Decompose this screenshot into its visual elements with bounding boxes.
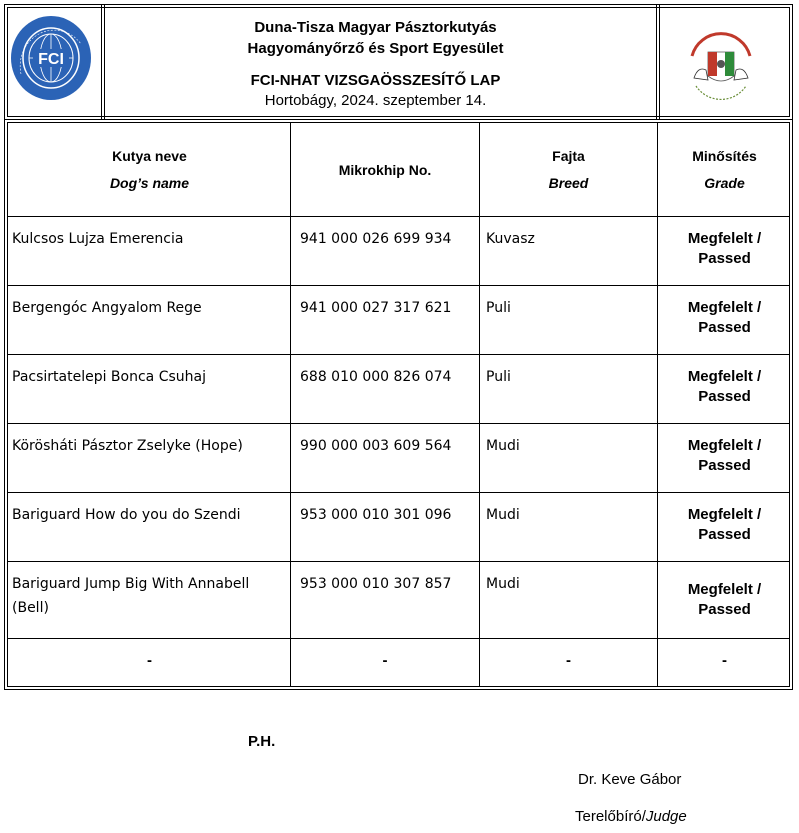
row-divider <box>8 216 789 217</box>
header-dog-name-en: Dog’s name <box>109 175 190 191</box>
header-breed-en: Breed <box>548 175 589 191</box>
grade-hu: Megfelelt / <box>687 506 762 523</box>
row-divider <box>8 492 789 493</box>
fci-logo <box>9 14 93 102</box>
row-divider <box>8 638 789 639</box>
grade-hu: Megfelelt / <box>687 230 762 247</box>
empty-cell-grade: - <box>722 652 727 669</box>
empty-cell-breed: - <box>566 652 571 669</box>
header-divider-right <box>656 5 660 119</box>
document-title: FCI-NHAT VIZSGAÖSSZESÍTŐ LAP <box>250 72 501 89</box>
header-microchip <box>291 157 479 184</box>
microchip-number: 953 000 010 301 096 <box>300 507 452 523</box>
stamp-placeholder: P.H. <box>248 733 276 750</box>
dog-name: Kulcsos Lujza Emerencia <box>12 231 184 247</box>
breed: Kuvasz <box>486 231 535 247</box>
grade-en: Passed <box>698 388 751 405</box>
empty-cell-dog-name: - <box>147 652 152 669</box>
column-divider <box>290 123 291 686</box>
organization-name-line2: Hagyományőrző és Sport Egyesület <box>247 40 504 57</box>
grade <box>658 580 791 620</box>
dog-name: Bariguard How do you do Szendi <box>12 507 241 523</box>
dog-name-continued: (Bell) <box>12 600 49 616</box>
grade-hu: Megfelelt / <box>687 581 762 598</box>
microchip-number: 688 010 000 826 074 <box>300 369 452 385</box>
grade <box>658 436 791 476</box>
breed: Mudi <box>486 576 520 592</box>
header-grade-hu: Minősítés <box>692 148 757 164</box>
grade-hu: Megfelelt / <box>687 437 762 454</box>
place-date: Hortobágy, 2024. szeptember 14. <box>264 92 487 109</box>
judge-name: Dr. Keve Gábor <box>578 771 682 788</box>
dog-name: Bergengóc Angyalom Rege <box>12 300 202 316</box>
grade-en: Passed <box>698 457 751 474</box>
fci-logo-text: FCI <box>38 51 64 68</box>
grade <box>658 229 791 269</box>
breed: Puli <box>486 300 511 316</box>
header-grade-en: Grade <box>704 175 745 191</box>
grade <box>658 505 791 545</box>
empty-cell-microchip: - <box>382 652 388 669</box>
row-divider <box>8 561 789 562</box>
grade <box>658 298 791 338</box>
header-dog-name <box>8 143 291 197</box>
club-logo <box>686 30 756 102</box>
grade-en: Passed <box>698 250 751 267</box>
row-divider <box>8 354 789 355</box>
grade-en: Passed <box>698 601 751 618</box>
header-microchip-hu: Mikrokhip No. <box>338 162 432 178</box>
breed: Mudi <box>486 438 520 454</box>
grade-en: Passed <box>698 526 751 543</box>
breed: Puli <box>486 369 511 385</box>
judge-title-en: Judge <box>645 808 687 825</box>
microchip-number: 941 000 027 317 621 <box>300 300 452 316</box>
organization-name-line1: Duna-Tisza Magyar Pásztorkutyás <box>254 19 497 36</box>
header-breed-hu: Fajta <box>552 148 585 164</box>
row-divider <box>8 285 789 286</box>
column-divider <box>479 123 480 686</box>
judge-title <box>575 808 687 825</box>
row-divider <box>8 423 789 424</box>
grade-en: Passed <box>698 319 751 336</box>
grade <box>658 367 791 407</box>
header-grade <box>658 143 791 197</box>
microchip-number: 941 000 026 699 934 <box>300 231 452 247</box>
microchip-number: 953 000 010 307 857 <box>300 576 452 592</box>
judge-title-hu: Terelőbíró/ <box>575 808 646 825</box>
breed: Mudi <box>486 507 520 523</box>
grade-hu: Megfelelt / <box>687 368 762 385</box>
header-dog-name-hu: Kutya neve <box>112 148 187 164</box>
dog-name: Körösháti Pásztor Zselyke (Hope) <box>12 438 243 454</box>
microchip-number: 990 000 003 609 564 <box>300 438 452 454</box>
header-breed <box>480 143 657 197</box>
dog-name: Bariguard Jump Big With Annabell <box>12 576 250 592</box>
grade-hu: Megfelelt / <box>687 299 762 316</box>
dog-name: Pacsirtatelepi Bonca Csuhaj <box>12 369 206 385</box>
